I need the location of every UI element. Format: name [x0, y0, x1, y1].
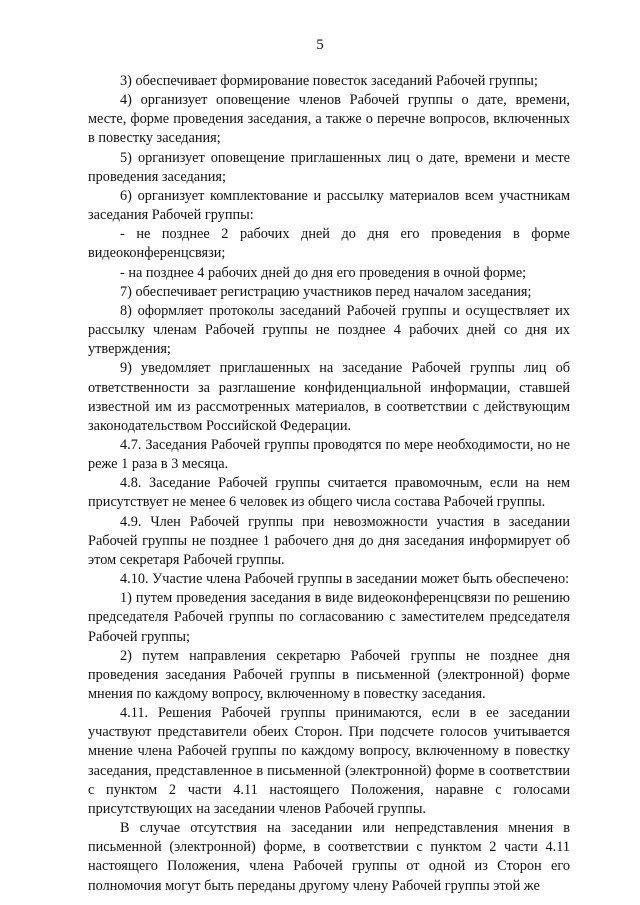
paragraph-item-8: 8) оформляет протоколы заседаний Рабочей группы и осуществляет их рассылку членам Рабочей группы не позднее 4 рабочих дней со дня их утверждения; — [88, 302, 570, 358]
document-body — [88, 72, 570, 896]
paragraph-item-6: 6) организует комплектование и рассылку материалов всем участникам заседания Рабочей группы: — [88, 187, 570, 224]
paragraph-dash-in-person: - на позднее 4 рабочих дней до дня его проведения в очной форме; — [120, 264, 527, 281]
paragraph-item-4: 4) организует оповещение членов Рабочей группы о дате, времени, месте, форме проведения заседания, а также о перечне вопросов, включенных в повестку заседания; — [88, 92, 570, 147]
paragraph-4-7: 4.7. Заседания Рабочей группы проводятся по мере необходимости, но не реже 1 раза в 3 месяца. — [88, 436, 570, 473]
paragraph-absence: В случае отсутствия на заседании или непредставления мнения в письменной (электронной) форме, в соответствии с пунктом 2 части 4.11 настоящего Положения, члена Рабочей группы от одной из Сторон его полномочия могут быть переданы другому члену Рабочей группы этой же — [88, 820, 570, 894]
paragraph-4-8: 4.8. Заседание Рабочей группы считается правомочным, если на нем присутствует не менее 6 человек из общего числа состава Рабочей группы. — [88, 475, 570, 511]
paragraph-item-7: 7) обеспечивает регистрацию участников перед началом заседания; — [120, 283, 532, 300]
paragraph-item-9: 9) уведомляет приглашенных на заседание Рабочей группы лиц об ответственности за разглашение конфиденциальной информации, ставшей известной им из рассмотренных материалов, в соответствии с действующим законодательством Российской Федерации. — [88, 360, 570, 434]
paragraph-4-10-item-1: 1) путем проведения заседания в виде видеоконференцсвязи по решению председателя Рабочей группы по согласованию с заместителем председателя Рабочей группы; — [88, 590, 570, 645]
paragraph-4-10: 4.10. Участие члена Рабочей группы в заседании может быть обеспечено: — [120, 571, 570, 588]
paragraph-item-3: 3) обеспечивает формирование повесток заседаний Рабочей группы; — [120, 73, 538, 89]
paragraph-item-5: 5) организует оповещение приглашенных лиц о дате, времени и месте проведения заседания; — [88, 149, 570, 185]
paragraph-4-10-item-2: 2) путем направления секретарю Рабочей группы не позднее дня проведения заседания Рабочей группы в письменной (электронной) форме мнения по каждому вопросу, включенному в повестку заседания. — [88, 647, 570, 702]
page-number: 5 — [316, 37, 324, 53]
paragraph-dash-videoconference: - не позднее 2 рабочих дней до дня его проведения в форме видеоконференцсвязи; — [88, 226, 570, 262]
paragraph-4-11: 4.11. Решения Рабочей группы принимаются, если в ее заседании участвуют представители обеих Сторон. При подсчете голосов учитывается мнение члена Рабочей группы по каждому вопросу, включенному в повестку заседания, представленное в письменной (электронной) форме в соответствии с пунктом 2 части 4.11 настоящего Положения, наравне с голосами присутствующих на заседании членов Рабочей группы. — [88, 705, 570, 817]
paragraph-4-9: 4.9. Член Рабочей группы при невозможности участия в заседании Рабочей группы не позднее 1 рабочего дня до дня заседания информирует об этом секретаря Рабочей группы. — [88, 513, 570, 568]
